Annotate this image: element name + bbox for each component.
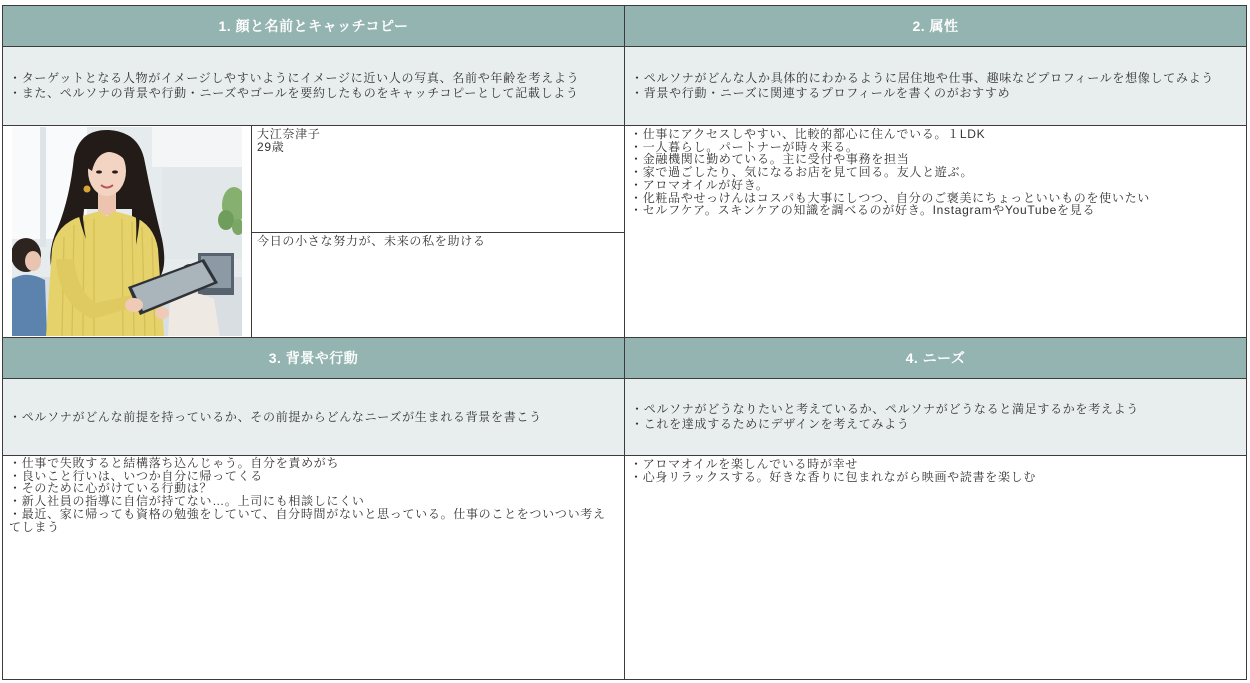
persona-photo-cell[interactable] — [2, 125, 252, 338]
persona-photo — [12, 127, 242, 336]
persona-name-box[interactable] — [251, 125, 625, 233]
instruction-line: ・ターゲットとなる人物がイメージしやすいようにイメージに近い人の写真、名前や年齢を考えよう — [9, 71, 580, 85]
persona-age: 29歳 — [257, 139, 285, 154]
background-item: ・新人社員の指導に自信が持てない…。上司にも相談しにくい — [9, 494, 365, 509]
needs-section-title: 4. ニーズ — [905, 350, 966, 366]
background-section-title: 3. 背景や行動 — [268, 350, 359, 366]
attribute-item: ・セルフケア。スキンケアの知識を調べるのが好き。InstagramやYouTubeを見る — [630, 203, 1096, 218]
needs-section-instructions — [624, 378, 1247, 456]
needs-content-box[interactable] — [624, 455, 1247, 680]
face-section-title: 1. 顔と名前とキャッチコピー — [218, 18, 409, 34]
attribute-item: ・一人暮らし。パートナーが時々来る。 — [630, 139, 859, 154]
instruction-line: ・背景や行動・ニーズに関連するプロフィールを書くのがおすすめ — [631, 86, 1011, 100]
face-section-header — [2, 5, 625, 47]
persona-catchphrase-box[interactable] — [251, 232, 625, 338]
instruction-line: ・ペルソナがどうなりたいと考えているか、ペルソナがどうなると満足するかを考えよう — [631, 402, 1140, 416]
attribute-item: ・家で過ごしたり、気になるお店を見て回る。友人と遊ぶ。 — [630, 165, 974, 180]
background-content-box[interactable] — [2, 455, 625, 680]
background-item: ・そのために心がけている行動は？ — [9, 481, 213, 496]
attribute-item: ・化粧品やせっけんはコスパも大事にしつつ、自分のご褒美にちょっといいものを使いたい — [630, 190, 1150, 205]
background-item: ・仕事で失敗すると結構落ち込んじゃう。自分を責めがち — [9, 456, 340, 470]
attribute-item: ・金融機関に勤めている。主に受付や事務を担当 — [630, 152, 910, 167]
needs-section-header — [624, 337, 1247, 379]
needs-item: ・心身リラックスする。好きな香りに包まれながら映画や読書を楽しむ — [630, 469, 1037, 484]
background-item: ・良いこと行いは、いつか自分に帰ってくる — [9, 468, 264, 483]
attributes-section-instructions — [624, 46, 1247, 126]
attribute-item: ・アロマオイルが好き。 — [630, 177, 769, 192]
persona-catchphrase: 今日の小さな努力が、未来の私を助ける — [257, 234, 486, 248]
instruction-line: ・ペルソナがどんな人か具体的にわかるように居住地や仕事、趣味などプロフィールを想像してみよう — [631, 71, 1215, 85]
attribute-item: ・仕事にアクセスしやすい、比較的都心に住んでいる。１LDK — [630, 127, 986, 141]
face-section-instructions — [2, 46, 625, 126]
background-section-instructions — [2, 378, 625, 456]
attributes-section-title: 2. 属性 — [912, 18, 959, 34]
persona-name: 大江奈津子 — [257, 127, 321, 141]
background-item: ・最近、家に帰っても資格の勉強をしていて、自分時間がないと思っている。仕事のことをついつい考えてしまう — [9, 506, 606, 534]
attributes-section-header — [624, 5, 1247, 47]
attributes-content-box[interactable] — [624, 125, 1247, 338]
instruction-line: ・ペルソナがどんな前提を持っているか、その前提からどんなニーズが生まれる背景を書こう — [9, 409, 542, 424]
background-section-header — [2, 337, 625, 379]
instruction-line: ・これを達成するためにデザインを考えてみよう — [631, 417, 910, 431]
instruction-line: ・また、ペルソナの背景や行動・ニーズやゴールを要約したものをキャッチコピーとして記載しよう — [9, 86, 579, 100]
needs-item: ・アロマオイルを楽しんでいる時が幸せ — [630, 457, 859, 471]
